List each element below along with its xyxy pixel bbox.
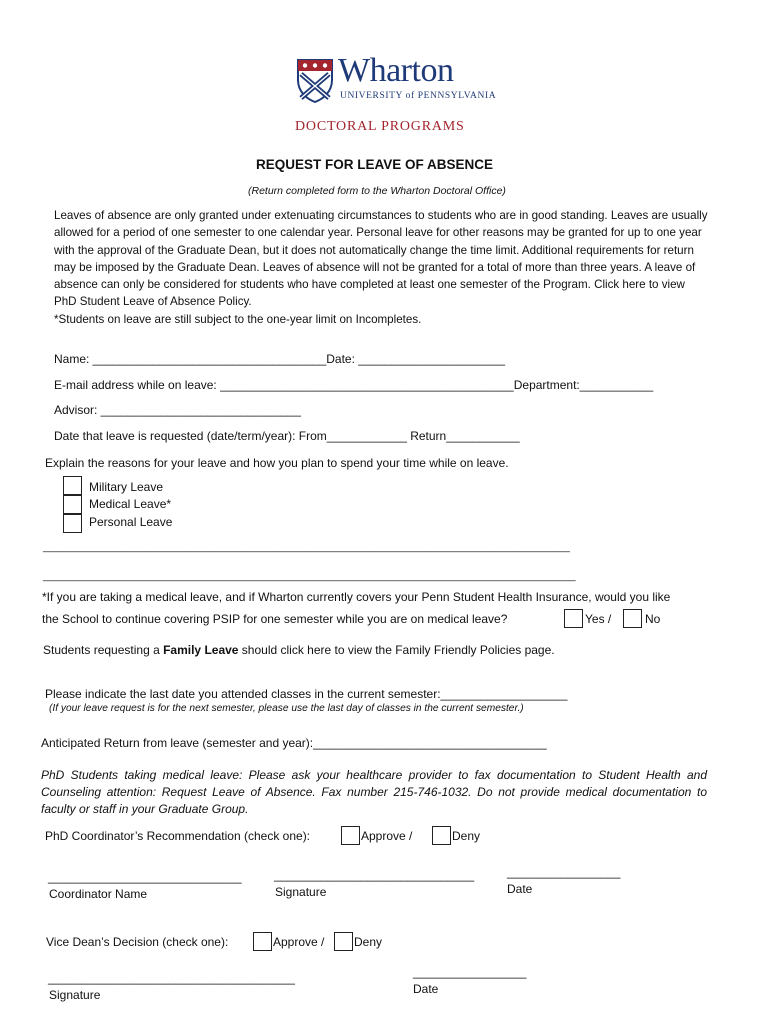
dean-signature-label: Signature — [49, 988, 101, 1002]
logo-wordmark: Wharton — [338, 52, 454, 89]
dean-label: Vice Dean’s Decision (check one): — [46, 935, 229, 949]
intro-paragraph — [54, 207, 710, 328]
coordinator-deny-label: Deny — [452, 829, 481, 843]
military-leave-checkbox[interactable] — [63, 476, 82, 495]
name-date-field[interactable]: Name: ___________________________________Date: ______________________ — [54, 352, 506, 366]
coordinator-signature-label: Signature — [275, 885, 327, 899]
penn-shield-icon — [296, 58, 334, 104]
dean-approve-label: Approve / — [273, 935, 325, 949]
personal-leave-label: Personal Leave — [89, 515, 173, 529]
family-leave-bold: Family Leave — [163, 643, 239, 657]
reasons-prompt: Explain the reasons for your leave and how you plan to spend your time while on leave. — [45, 456, 509, 470]
medical-question-line-1: *If you are taking a medical leave, and if Wharton currently covers your Penn Student Health Insurance, would you like — [42, 590, 671, 604]
form-subtitle: (Return completed form to the Wharton Doctoral Office) — [248, 185, 506, 197]
coordinator-approve-checkbox[interactable] — [341, 826, 360, 845]
coordinator-name-label: Coordinator Name — [49, 887, 148, 901]
coordinator-deny-checkbox[interactable] — [432, 826, 451, 845]
dean-deny-label: Deny — [354, 935, 383, 949]
programs-heading: DOCTORAL PROGRAMS — [295, 119, 465, 134]
dean-date-label: Date — [413, 982, 439, 996]
coordinator-date-label: Date — [507, 882, 533, 896]
military-leave-label: Military Leave — [89, 480, 164, 494]
medical-leave-checkbox[interactable] — [63, 495, 82, 514]
leave-dates-field[interactable]: Date that leave is requested (date/term/year): From____________ Return___________ — [54, 429, 520, 443]
medical-leave-label: Medical Leave* — [89, 497, 172, 511]
family-leave-text — [43, 643, 555, 657]
coordinator-name-line[interactable]: _____________________________ — [48, 870, 242, 884]
medical-question-line-2: the School to continue covering PSIP for one semester while you are on medical leave? — [42, 612, 508, 626]
coordinator-signature-line[interactable]: ______________________________ — [274, 868, 475, 882]
form-title: REQUEST FOR LEAVE OF ABSENCE — [256, 157, 494, 172]
email-department-field[interactable]: E-mail address while on leave: ____________________________________________Department:___________ — [54, 378, 654, 392]
reasons-line-2[interactable]: _____________________________________________________________________________________________ — [43, 571, 576, 582]
dean-date-line[interactable]: _________________ — [413, 965, 527, 979]
dean-signature-line[interactable]: _____________________________________ — [48, 971, 295, 985]
phd-medical-note: PhD Students taking medical leave: Please ask your healthcare provider to fax documentation to Student Health and Counseling attention: Request Leave of Absence. Fax number 215-746-1032. Do not provide medical documentation to faculty or staff in your Graduate Group. — [41, 768, 707, 816]
logo-university: UNIVERSITY of PENNSYLVANIA — [340, 91, 497, 101]
psip-yes-checkbox[interactable] — [564, 609, 583, 628]
coordinator-approve-label: Approve / — [361, 829, 413, 843]
dean-deny-checkbox[interactable] — [334, 932, 353, 951]
family-prefix: Students requesting a — [43, 643, 164, 657]
intro-text: Leaves of absence are only granted under extenuating circumstances to students who are in good standing. Leaves are usually allowed for a period of one semester to one calendar year. Personal leave for other reasons may be granted for up to one year with the approval of the Graduate Dean, but it does not automatically change the time limit. Additional requirements for return may be imposed by the Graduate Dean. Leaves of absence will not be granted for a total of more than three years. A leave of absence can only be considered for students who have completed at least one semester of the Program. Click here to view PhD Student Leave of Absence Policy. — [54, 209, 708, 309]
dean-approve-checkbox[interactable] — [253, 932, 272, 951]
psip-yes-label: Yes / — [585, 612, 612, 626]
reasons-line-1[interactable]: ____________________________________________________________________________________________ — [43, 542, 570, 553]
psip-no-label: No — [645, 612, 661, 626]
psip-no-checkbox[interactable] — [623, 609, 642, 628]
last-date-field[interactable]: Please indicate the last date you attended classes in the current semester:___________________ — [45, 687, 568, 701]
anticipated-return-field[interactable]: Anticipated Return from leave (semester and year):___________________________________ — [41, 736, 547, 750]
last-date-note: (If your leave request is for the next semester, please use the last day of classes in the current semester.) — [49, 703, 524, 714]
personal-leave-checkbox[interactable] — [63, 514, 82, 533]
intro-note: *Students on leave are still subject to the one-year limit on Incompletes. — [54, 312, 422, 326]
coordinator-date-line[interactable]: _________________ — [507, 865, 621, 879]
advisor-field[interactable]: Advisor: ______________________________ — [54, 403, 301, 417]
family-suffix: should click here to view the Family Friendly Policies page. — [238, 643, 555, 657]
coordinator-label: PhD Coordinator’s Recommendation (check one): — [45, 829, 311, 843]
